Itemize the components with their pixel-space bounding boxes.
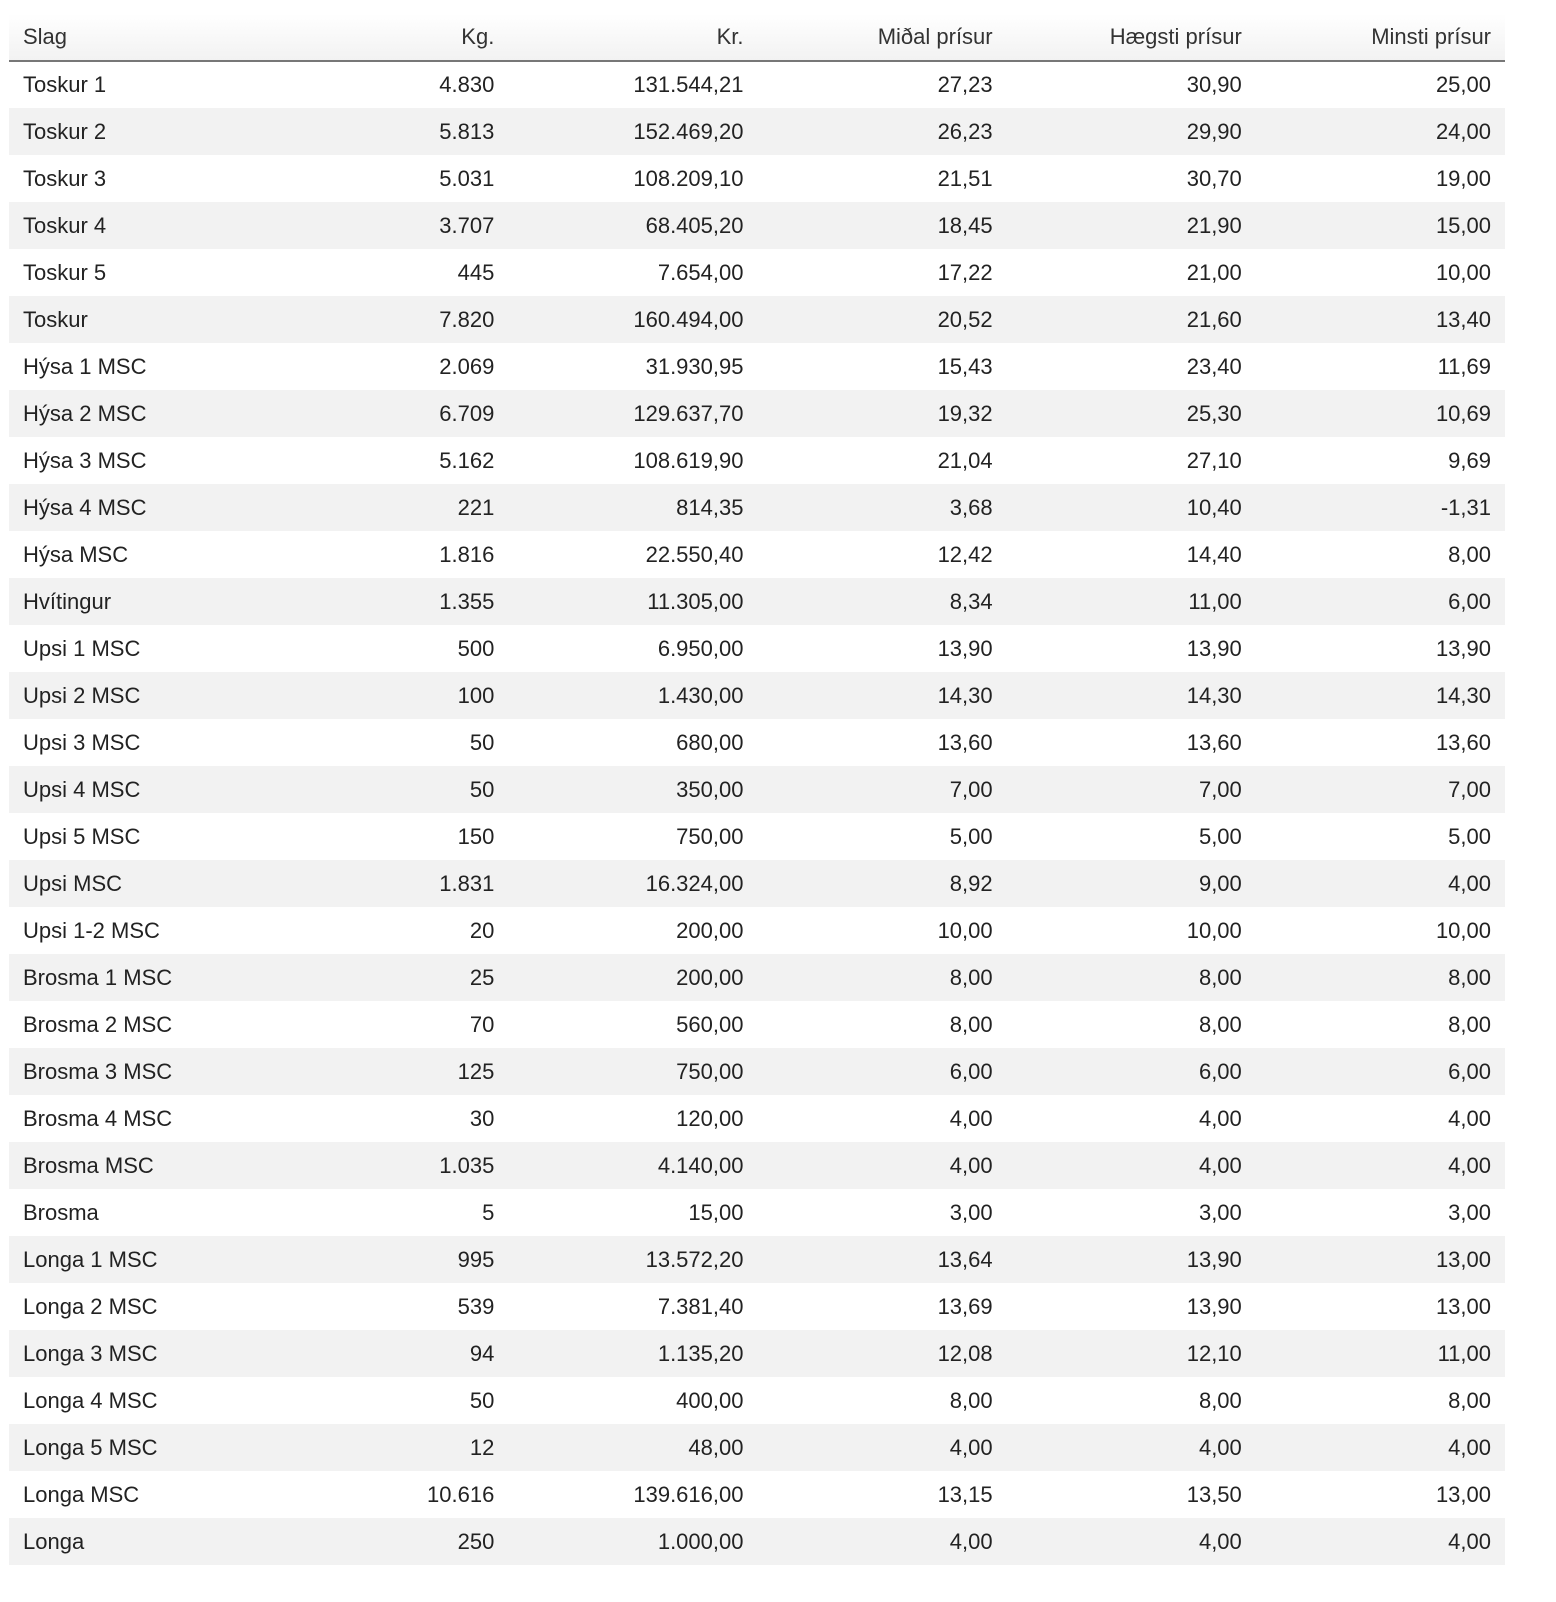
cell-kg: 250 [457, 1528, 495, 1554]
cell-lowest-price: 13,60 [1435, 729, 1491, 755]
table-row [9, 719, 1505, 766]
cell-kr: 108.619,90 [633, 447, 744, 473]
cell-kg: 5.031 [439, 165, 495, 191]
cell-highest-price: 10,00 [1186, 917, 1242, 943]
table-row [9, 813, 1505, 860]
cell-slag: Longa MSC [23, 1481, 140, 1507]
table-row [9, 1142, 1505, 1189]
cell-slag: Longa 1 MSC [23, 1246, 158, 1272]
cell-slag: Longa [23, 1528, 85, 1554]
cell-average-price: 3,68 [949, 494, 993, 520]
cell-average-price: 6,00 [949, 1058, 993, 1084]
cell-lowest-price: 4,00 [1448, 1152, 1491, 1178]
cell-highest-price: 13,60 [1186, 729, 1242, 755]
cell-slag: Upsi 1-2 MSC [23, 917, 160, 943]
cell-lowest-price: 13,00 [1435, 1246, 1491, 1272]
cell-kr: 680,00 [676, 729, 744, 755]
cell-slag: Toskur 3 [23, 165, 107, 191]
cell-slag: Hýsa 4 MSC [23, 494, 147, 520]
cell-kr: 68.405,20 [645, 212, 744, 238]
cell-average-price: 4,00 [949, 1434, 993, 1460]
cell-slag: Brosma 1 MSC [23, 964, 173, 990]
cell-average-price: 8,00 [949, 964, 993, 990]
cell-average-price: 4,00 [949, 1528, 993, 1554]
table-row [9, 1189, 1505, 1236]
cell-highest-price: 6,00 [1198, 1058, 1242, 1084]
table-row [9, 155, 1505, 202]
cell-kr: 7.381,40 [657, 1293, 744, 1319]
cell-average-price: 19,32 [937, 400, 993, 426]
cell-average-price: 12,08 [937, 1340, 993, 1366]
cell-kg: 445 [457, 259, 495, 285]
cell-kr: 7.654,00 [657, 259, 744, 285]
table-row [9, 1424, 1505, 1471]
cell-slag: Hýsa 3 MSC [23, 447, 147, 473]
cell-lowest-price: 15,00 [1435, 212, 1491, 238]
table-row [9, 296, 1505, 343]
cell-lowest-price: 13,90 [1435, 635, 1491, 661]
cell-highest-price: 4,00 [1198, 1152, 1242, 1178]
cell-kg: 50 [469, 776, 495, 802]
cell-kg: 50 [469, 729, 495, 755]
cell-lowest-price: 8,00 [1448, 1011, 1491, 1037]
cell-average-price: 8,34 [949, 588, 993, 614]
cell-slag: Toskur 5 [23, 259, 107, 285]
cell-average-price: 7,00 [949, 776, 993, 802]
table-row [9, 1236, 1505, 1283]
table-row [9, 625, 1505, 672]
cell-slag: Toskur [23, 306, 88, 332]
cell-kg: 1.355 [439, 588, 495, 614]
cell-average-price: 14,30 [937, 682, 993, 708]
table-row [9, 202, 1505, 249]
cell-kg: 5 [482, 1199, 495, 1225]
cell-kr: 13.572,20 [645, 1246, 744, 1272]
cell-average-price: 13,15 [937, 1481, 993, 1507]
cell-lowest-price: 10,00 [1435, 917, 1491, 943]
cell-highest-price: 14,40 [1186, 541, 1242, 567]
cell-average-price: 13,64 [937, 1246, 993, 1272]
cell-lowest-price: 13,40 [1435, 306, 1491, 332]
cell-kg: 150 [457, 823, 495, 849]
cell-lowest-price: 9,69 [1448, 447, 1491, 473]
cell-lowest-price: 14,30 [1435, 682, 1491, 708]
cell-slag: Upsi 3 MSC [23, 729, 141, 755]
table-body [9, 61, 1505, 1565]
cell-average-price: 20,52 [937, 306, 993, 332]
cell-slag: Toskur 4 [23, 212, 107, 238]
cell-lowest-price: 4,00 [1448, 1105, 1491, 1131]
cell-kr: 560,00 [676, 1011, 744, 1037]
cell-lowest-price: 8,00 [1448, 964, 1491, 990]
cell-lowest-price: 13,00 [1435, 1481, 1491, 1507]
cell-kr: 129.637,70 [633, 400, 744, 426]
cell-highest-price: 25,30 [1186, 400, 1242, 426]
cell-kr: 200,00 [676, 964, 744, 990]
price-table-container [9, 14, 1505, 1565]
cell-kr: 139.616,00 [633, 1481, 744, 1507]
table-row [9, 1518, 1505, 1565]
cell-kr: 6.950,00 [657, 635, 744, 661]
cell-slag: Brosma 2 MSC [23, 1011, 173, 1037]
cell-kr: 160.494,00 [633, 306, 744, 332]
cell-kg: 3.707 [439, 212, 495, 238]
table-row [9, 390, 1505, 437]
table-row [9, 437, 1505, 484]
cell-highest-price: 4,00 [1198, 1528, 1242, 1554]
column-header-highest-price[interactable]: Hægsti prísur [1007, 14, 1256, 61]
cell-lowest-price: 8,00 [1448, 1387, 1491, 1413]
cell-kr: 120,00 [676, 1105, 744, 1131]
cell-highest-price: 23,40 [1186, 353, 1242, 379]
cell-slag: Upsi 5 MSC [23, 823, 141, 849]
cell-highest-price: 12,10 [1186, 1340, 1242, 1366]
table-row [9, 343, 1505, 390]
cell-kr: 350,00 [676, 776, 744, 802]
cell-kg: 5.162 [439, 447, 495, 473]
table-row [9, 1330, 1505, 1377]
cell-lowest-price: 5,00 [1448, 823, 1491, 849]
cell-highest-price: 13,90 [1186, 635, 1242, 661]
cell-kr: 15,00 [688, 1199, 744, 1225]
cell-highest-price: 8,00 [1198, 964, 1242, 990]
cell-slag: Hvítingur [23, 588, 112, 614]
cell-highest-price: 14,30 [1186, 682, 1242, 708]
header-row [9, 14, 1505, 61]
cell-slag: Upsi 4 MSC [23, 776, 141, 802]
cell-lowest-price: -1,31 [1440, 494, 1491, 520]
cell-highest-price: 4,00 [1198, 1105, 1242, 1131]
cell-highest-price: 7,00 [1198, 776, 1242, 802]
cell-kr: 1.000,00 [657, 1528, 744, 1554]
table-row [9, 531, 1505, 578]
table-row [9, 108, 1505, 155]
cell-average-price: 27,23 [937, 72, 993, 97]
cell-kr: 22.550,40 [645, 541, 744, 567]
cell-slag: Upsi 2 MSC [23, 682, 141, 708]
table-header [9, 14, 1505, 61]
cell-kg: 50 [469, 1387, 495, 1413]
cell-lowest-price: 4,00 [1448, 1528, 1491, 1554]
cell-kg: 30 [469, 1105, 495, 1131]
table-row [9, 954, 1505, 1001]
table-row [9, 860, 1505, 907]
cell-kg: 25 [469, 964, 495, 990]
cell-highest-price: 13,50 [1186, 1481, 1242, 1507]
cell-average-price: 8,00 [949, 1011, 993, 1037]
cell-kr: 108.209,10 [633, 165, 744, 191]
cell-average-price: 17,22 [937, 259, 993, 285]
cell-kr: 200,00 [676, 917, 744, 943]
table-row [9, 1001, 1505, 1048]
cell-kr: 1.430,00 [657, 682, 744, 708]
cell-average-price: 12,42 [937, 541, 993, 567]
cell-slag: Longa 5 MSC [23, 1434, 158, 1460]
cell-kr: 400,00 [676, 1387, 744, 1413]
cell-lowest-price: 25,00 [1435, 72, 1491, 97]
cell-slag: Longa 2 MSC [23, 1293, 158, 1319]
cell-slag: Hýsa 2 MSC [23, 400, 147, 426]
cell-kg: 1.831 [439, 870, 495, 896]
cell-kg: 7.820 [439, 306, 495, 332]
cell-average-price: 13,60 [937, 729, 993, 755]
column-header-average-price[interactable]: Miðal prísur [757, 14, 1006, 61]
column-header-slag[interactable]: Slag [9, 14, 259, 61]
table-row [9, 766, 1505, 813]
cell-average-price: 10,00 [937, 917, 993, 943]
cell-lowest-price: 24,00 [1435, 118, 1491, 144]
cell-slag: Longa 3 MSC [23, 1340, 158, 1366]
cell-kr: 131.544,21 [633, 72, 744, 97]
cell-highest-price: 11,00 [1188, 588, 1242, 614]
table-row [9, 249, 1505, 296]
cell-kr: 814,35 [676, 494, 744, 520]
table-row [9, 1471, 1505, 1518]
cell-average-price: 21,51 [937, 165, 993, 191]
cell-highest-price: 8,00 [1198, 1387, 1242, 1413]
cell-kg: 20 [469, 917, 495, 943]
cell-slag: Longa 4 MSC [23, 1387, 158, 1413]
cell-lowest-price: 10,69 [1435, 400, 1491, 426]
cell-highest-price: 13,90 [1186, 1293, 1242, 1319]
cell-slag: Brosma 4 MSC [23, 1105, 173, 1131]
cell-highest-price: 8,00 [1198, 1011, 1242, 1037]
cell-slag: Toskur 2 [23, 118, 107, 144]
column-header-lowest-price[interactable]: Minsti prísur [1256, 14, 1505, 61]
cell-kg: 5.813 [439, 118, 495, 144]
cell-lowest-price: 11,69 [1437, 353, 1491, 379]
cell-highest-price: 4,00 [1198, 1434, 1242, 1460]
cell-average-price: 21,04 [937, 447, 993, 473]
cell-kg: 100 [457, 682, 495, 708]
cell-highest-price: 27,10 [1186, 447, 1242, 473]
cell-highest-price: 3,00 [1198, 1199, 1242, 1225]
cell-slag: Brosma MSC [23, 1152, 154, 1178]
cell-kg: 1.035 [439, 1152, 495, 1178]
cell-kg: 4.830 [439, 72, 495, 97]
cell-kr: 750,00 [676, 823, 744, 849]
table-row [9, 61, 1505, 108]
cell-kr: 16.324,00 [645, 870, 744, 896]
cell-kr: 152.469,20 [633, 118, 744, 144]
table-row [9, 578, 1505, 625]
cell-kg: 539 [457, 1293, 495, 1319]
cell-kg: 70 [469, 1011, 495, 1037]
cell-average-price: 18,45 [937, 212, 993, 238]
cell-average-price: 8,00 [949, 1387, 993, 1413]
table-row [9, 672, 1505, 719]
cell-highest-price: 21,60 [1186, 306, 1242, 332]
column-header-kr[interactable]: Kr. [508, 14, 757, 61]
cell-kr: 750,00 [676, 1058, 744, 1084]
cell-kg: 94 [469, 1340, 495, 1366]
column-header-kg[interactable]: Kg. [259, 14, 508, 61]
table-row [9, 907, 1505, 954]
cell-highest-price: 30,90 [1186, 72, 1242, 97]
table-row [9, 1377, 1505, 1424]
table-row [9, 1283, 1505, 1330]
cell-average-price: 8,92 [949, 870, 993, 896]
cell-lowest-price: 8,00 [1448, 541, 1491, 567]
table-row [9, 484, 1505, 531]
cell-kg: 12 [469, 1434, 495, 1460]
cell-slag: Hýsa 1 MSC [23, 353, 147, 379]
cell-kr: 11.305,00 [647, 588, 744, 614]
cell-kg: 995 [457, 1246, 495, 1272]
cell-kr: 31.930,95 [645, 353, 744, 379]
cell-kr: 48,00 [688, 1434, 744, 1460]
cell-average-price: 5,00 [949, 823, 993, 849]
cell-lowest-price: 10,00 [1435, 259, 1491, 285]
price-table [9, 14, 1505, 1565]
cell-kg: 6.709 [439, 400, 495, 426]
cell-average-price: 26,23 [937, 118, 993, 144]
cell-lowest-price: 19,00 [1435, 165, 1491, 191]
cell-lowest-price: 6,00 [1448, 1058, 1491, 1084]
table-row [9, 1048, 1505, 1095]
cell-highest-price: 21,90 [1186, 212, 1242, 238]
cell-lowest-price: 7,00 [1448, 776, 1491, 802]
cell-highest-price: 9,00 [1198, 870, 1242, 896]
cell-kr: 1.135,20 [657, 1340, 744, 1366]
cell-average-price: 13,90 [937, 635, 993, 661]
cell-slag: Upsi 1 MSC [23, 635, 141, 661]
cell-highest-price: 5,00 [1198, 823, 1242, 849]
cell-highest-price: 21,00 [1186, 259, 1242, 285]
cell-kg: 2.069 [439, 353, 495, 379]
cell-lowest-price: 4,00 [1448, 870, 1491, 896]
cell-average-price: 4,00 [949, 1152, 993, 1178]
cell-average-price: 3,00 [949, 1199, 993, 1225]
cell-kg: 10.616 [427, 1481, 495, 1507]
cell-kg: 221 [457, 494, 495, 520]
cell-slag: Upsi MSC [23, 870, 123, 896]
cell-kr: 4.140,00 [657, 1152, 744, 1178]
cell-lowest-price: 6,00 [1448, 588, 1491, 614]
cell-lowest-price: 4,00 [1448, 1434, 1491, 1460]
cell-lowest-price: 11,00 [1437, 1340, 1491, 1366]
cell-kg: 125 [457, 1058, 495, 1084]
cell-average-price: 4,00 [949, 1105, 993, 1131]
cell-average-price: 15,43 [937, 353, 993, 379]
cell-highest-price: 29,90 [1186, 118, 1242, 144]
cell-lowest-price: 3,00 [1448, 1199, 1491, 1225]
cell-highest-price: 30,70 [1186, 165, 1242, 191]
cell-kg: 1.816 [439, 541, 495, 567]
cell-slag: Brosma [23, 1199, 99, 1225]
cell-slag: Brosma 3 MSC [23, 1058, 173, 1084]
cell-average-price: 13,69 [937, 1293, 993, 1319]
cell-lowest-price: 13,00 [1435, 1293, 1491, 1319]
cell-slag: Toskur 1 [23, 72, 107, 97]
cell-highest-price: 13,90 [1186, 1246, 1242, 1272]
cell-slag: Hýsa MSC [23, 541, 129, 567]
table-row [9, 1095, 1505, 1142]
cell-highest-price: 10,40 [1186, 494, 1242, 520]
cell-kg: 500 [457, 635, 495, 661]
